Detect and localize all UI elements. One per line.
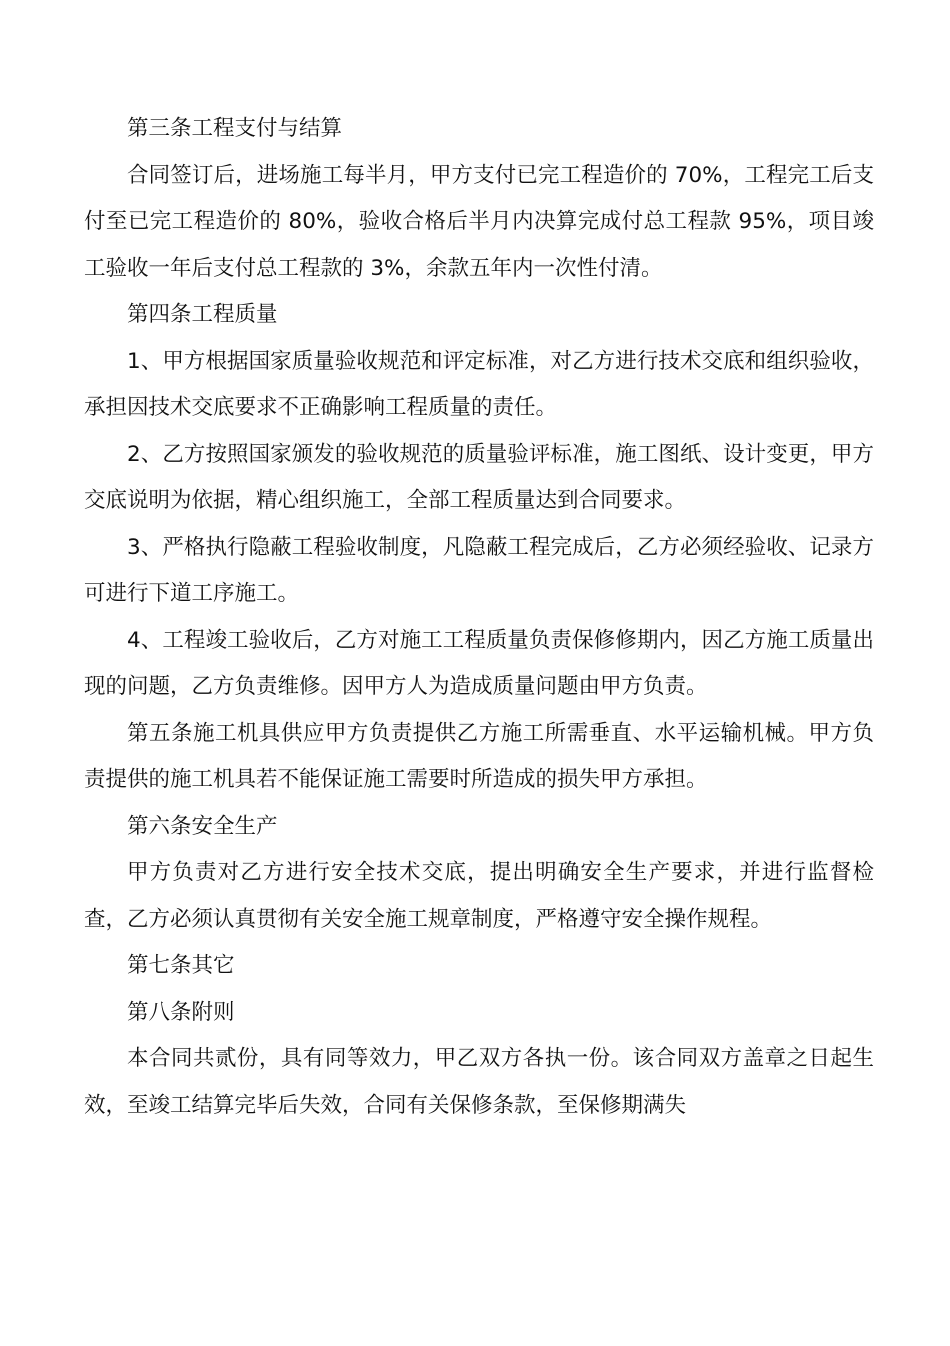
section-heading-other: 第七条其它 [127,953,235,978]
section-heading-supplementary: 第八条附则 [127,999,235,1025]
paragraph-payment-terms: 合同签订后，进场施工每半月，甲方支付已完工程造价的 70%，工程完工后支付至已完工程造价的 80%，验收合格后半月内决算完成付总工程款 95%，项目竣工验收一年后支付总工程款的 3%，余款五年内一次性付清。 [84,162,874,281]
paragraph-quality-item-4: 4、工程竣工验收后，乙方对施工工程质量负责保修修期内，因乙方施工质量出现的问题，乙方负责维修。因甲方人为造成质量问题由甲方负责。 [84,627,874,699]
section-heading-safety: 第六条安全生产 [127,813,278,839]
document-body [84,106,874,1129]
paragraph-supplementary-terms: 本合同共贰份，具有同等效力，甲乙双方各执一份。该合同双方盖章之日起生效，至竣工结算完毕后失效，合同有关保修条款，至保修期满失 [84,1046,874,1118]
paragraph-quality-item-1: 1、甲方根据国家质量验收规范和评定标准，对乙方进行技术交底和组织验收，承担因技术交底要求不正确影响工程质量的责任。 [84,348,874,420]
section-heading-quality: 第四条工程质量 [127,302,278,327]
paragraph-safety-terms: 甲方负责对乙方进行安全技术交底，提出明确安全生产要求，并进行监督检查，乙方必须认真贯彻有关安全施工规章制度，严格遵守安全操作规程。 [84,860,874,932]
paragraph-quality-item-3: 3、严格执行隐蔽工程验收制度，凡隐蔽工程完成后，乙方必须经验收、记录方可进行下道工序施工。 [84,534,874,606]
paragraph-equipment-supply: 第五条施工机具供应甲方负责提供乙方施工所需垂直、水平运输机械。甲方负责提供的施工机具若不能保证施工需要时所造成的损失甲方承担。 [84,720,874,792]
paragraph-quality-item-2: 2、乙方按照国家颁发的验收规范的质量验评标准，施工图纸、设计变更，甲方交底说明为依据，精心组织施工，全部工程质量达到合同要求。 [84,441,874,513]
section-heading-payment: 第三条工程支付与结算 [127,116,343,141]
